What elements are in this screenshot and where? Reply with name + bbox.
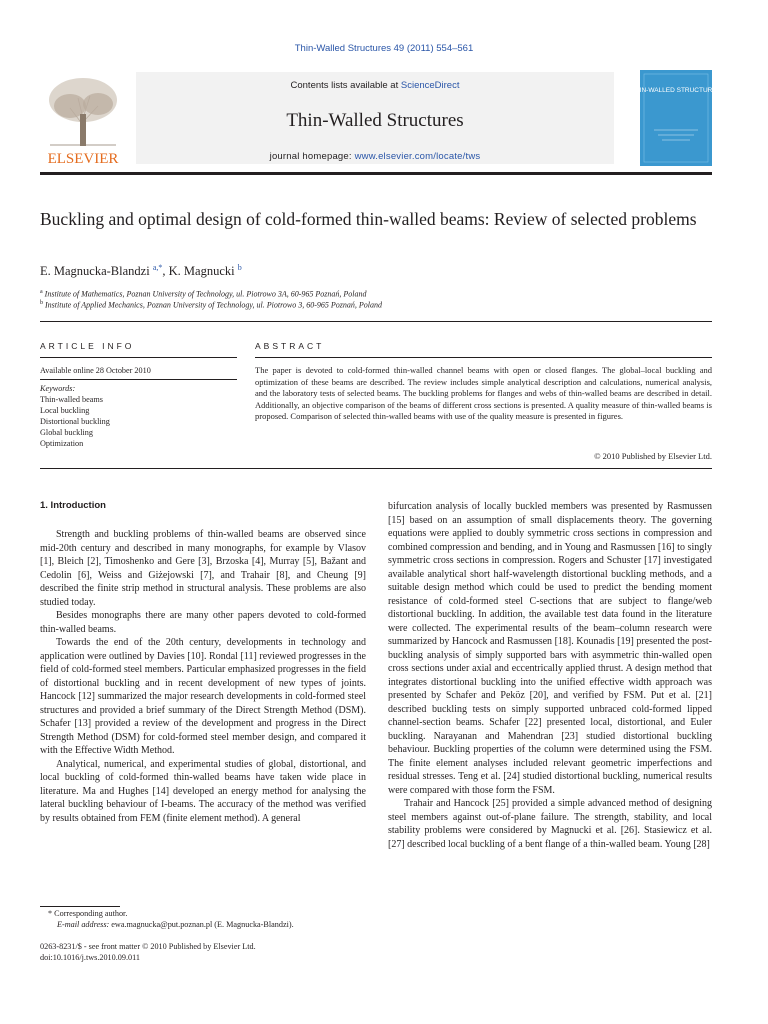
body-paragraph: Besides monographs there are many other papers devoted to cold-formed thin-walled beams.: [40, 610, 366, 635]
affiliation-b: $^b$ Institute of Applied Mechanics, Poznan University of Technology, ul. Piotrowo 3, 60-965 Poznań, Poland: [40, 300, 383, 310]
footnote-rule: [40, 906, 120, 907]
keyword-item: Thin-walled beams: [40, 395, 103, 404]
svg-text:ELSEVIER: ELSEVIER: [47, 151, 119, 167]
keyword-item: Global buckling: [40, 428, 93, 437]
keyword-item: Local buckling: [40, 406, 90, 415]
keyword-item: Optimization: [40, 439, 84, 448]
doi-link[interactable]: doi:10.1016/j.tws.2010.09.011: [40, 953, 140, 962]
abstract-label: ABSTRACT: [255, 341, 325, 351]
article-info-label: ARTICLE INFO: [40, 341, 135, 351]
issn-line: 0263-8231/$ - see front matter © 2010 Published by Elsevier Ltd.: [40, 942, 256, 951]
email-note: E-mail address: ewa.magnucka@put.poznan.pl (E. Magnucka-Blandzi).: [57, 920, 294, 929]
masthead: [40, 70, 722, 167]
cover-image-icon: [630, 70, 722, 166]
body-paragraph: Analytical, numerical, and experimental studies of global, distortional, and local buckling of cold-formed thin-walled beams have taken wide place in literature. Ma and Hughes [14] developed an energy method for analysing the lateral buckling behaviour of I-beams. The accuracy of the method was verified by results obtained from FEM (finite element method). A general: [40, 758, 366, 824]
keyword-item: Distortional buckling: [40, 417, 110, 426]
section-heading: 1. Introduction: [40, 500, 106, 511]
abstract-bottom-rule: [40, 468, 712, 469]
keywords-label: Keywords:: [40, 384, 76, 393]
elsevier-logo: [40, 70, 126, 166]
contents-line: Contents lists available at ScienceDirect: [290, 80, 460, 91]
svg-text:THIN-WALLED STRUCTURES: THIN-WALLED STRUCTURES: [630, 87, 722, 94]
corresponding-author-note: * Corresponding author.: [48, 909, 128, 918]
elsevier-tree-icon: [40, 70, 126, 166]
copyright-notice: © 2010 Published by Elsevier Ltd.: [594, 451, 712, 461]
homepage-line: journal homepage: www.elsevier.com/locate/tws: [269, 151, 481, 162]
journal-name: Thin-Walled Structures: [286, 110, 464, 131]
author-name: K. Magnucki: [168, 264, 235, 279]
affiliation-marker[interactable]: b: [237, 263, 242, 272]
abstract-rule: [255, 357, 712, 358]
body-paragraph: bifurcation analysis of locally buckled members was presented by Rasmussen [15] based on an assumption of small displacements theory. The governing equations were applied to doubly symmetric cross sections in compression and combined compression and bending, and in Young and Rasmussen [16] to singly symmetric cross sections in compression. Rogers and Schuster [17] investigated available analytical short half-wavelength distortional buckling methods, and a suitable design method which could be used to predict the bending moment resistance of cold-formed steel C-sections that are subject to flange/web distortional buckling. In addition, the available test data found in the literature were collected. The experimental results of the beam–column research were summarized by Hancock and Rasmussen [18]. Kounadis [19] presented the post-buckling analysis of simply supported bars with asymmetric thin-walled open cross sections under axial and eccentrically applied thrust. A design method that integrates distortional buckling into the unified effective width approach was presented by Schafer and Peköz [20], and verified by FSM. Put et al. [21] described buckling tests on simply supported unbraced cold-formed lipped channel-section beams. Schafer [22] presented local, distortional, and Euler buckling. Narayanan and Mahendran [23] studied distortional buckling behaviour. Buckling properties of the column were determined using the FSM. The finite element analyses included relevant geometric imperfections and residual stresses. Teng et al. [24] studied distortional buckling, numerical results were compared with those form the FSM.: [388, 501, 712, 796]
masthead-rule: [40, 172, 712, 175]
body-paragraph: Trahair and Hancock [25] provided a simple advanced method of designing steel members against out-of-plane failure. The strength, stability, and local stability problems were considered by Magnucki et al. [26]. Stasiewicz et al. [27] described local buckling of a bent flange of a thin-walled beam. Young [28]: [388, 798, 712, 850]
header-rule: [40, 321, 712, 322]
abstract-text: The paper is devoted to cold-formed thin-walled channel beams with open or closed flanges. The global–local buckling and optimization of these beams are described. The review includes simple analytical description and calculations, numerical analysis, and the laboratory tests of selected beams. The buckling problems for flanges and webs of thin-walled beams are described in detail. Additionally, an objective comparison of the beams of different cross sections is presented. A quality measure of thin-walled beams is proposed. Comparison of selected thin-walled beams with use of the quality measure is presented in figures.: [255, 365, 712, 421]
info-rule: [40, 379, 237, 380]
author-name: E. Magnucka-Blandzi: [40, 264, 150, 279]
sciencedirect-link[interactable]: ScienceDirect: [400, 80, 460, 91]
affiliation-a: $^a$ Institute of Mathematics, Poznan University of Technology, ul. Piotrowo 3A, 60-965 Poznań, Poland: [40, 289, 367, 299]
homepage-link[interactable]: www.elsevier.com/locate/tws: [354, 151, 481, 162]
right-column: [388, 500, 712, 851]
body-paragraph: Strength and buckling problems of thin-walled beams are observed since mid-20th century and described in many monographs, for example by Vlasov [1], Bleich [2], Timoshenko and Gere [3], Brzoska [4], Murray [5], Bažant and Cedolin [6], Weiss and Giżejowski [7], and Trahair [8], and Cheung [9] described the finite strip method in structural analysis. These problems are also studied today.: [40, 529, 366, 608]
availability-date: Available online 28 October 2010: [40, 366, 151, 375]
journal-reference[interactable]: Thin-Walled Structures 49 (2011) 554–561: [294, 43, 474, 54]
email-link[interactable]: ewa.magnucka@put.poznan.pl (E. Magnucka-Blandzi).: [111, 920, 294, 929]
affiliation-marker[interactable]: a,*: [152, 263, 163, 272]
journal-cover-thumbnail[interactable]: [630, 70, 722, 166]
keywords-block: [40, 383, 237, 449]
info-rule: [40, 357, 237, 358]
journal-banner: [136, 72, 614, 164]
article-title: Buckling and optimal design of cold-formed thin-walled beams: Review of selected problems: [40, 209, 697, 229]
left-column: [40, 528, 366, 825]
body-paragraph: Towards the end of the 20th century, developments in technology and application were outlined by Davies [10]. Rondal [11] reviewed progresses in the field of cold-formed steel members. Particular emphasized progresses in the field of distortional buckling and in recent development of new types of joints. Hancock [12] summarized the major research developments in cold-formed steel structures and provided a brief summary of the Direct Strength Method (DSM). Schafer [13] provided a review of the development and progress in the Direct Strength Method (DSM) for cold-formed steel member design, and compared it with the Effective Width Method.: [40, 637, 366, 756]
author-line: E. Magnucka-Blandzi $^{a,*}$, K. Magnucki $^b$: [40, 263, 242, 279]
